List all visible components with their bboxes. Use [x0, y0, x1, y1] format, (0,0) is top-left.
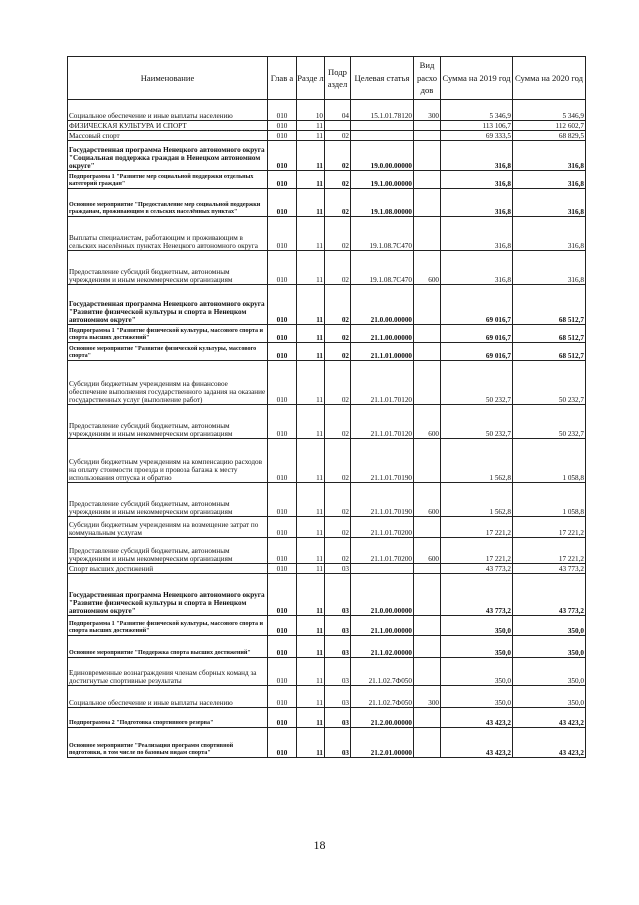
row-sum-2020: 43 773,2 [513, 564, 586, 574]
row-glava: 010 [268, 121, 297, 131]
row-podrazdel: 02 [325, 285, 351, 325]
row-name: Государственная программа Ненецкого автономного округа "Социальная поддержка граждан в Ненецком автономном округе" [68, 141, 268, 171]
row-vid: 300 [414, 100, 441, 121]
row-target: 21.1.01.70120 [351, 361, 414, 405]
row-sum-2019: 350,0 [441, 686, 513, 708]
row-razdel: 11 [297, 517, 325, 538]
row-podrazdel: 02 [325, 538, 351, 564]
row-sum-2020: 5 346,9 [513, 100, 586, 121]
header-target: Целевая статья [351, 57, 414, 100]
row-vid [414, 131, 441, 141]
row-glava: 010 [268, 658, 297, 686]
row-podrazdel: 02 [325, 189, 351, 217]
table-row [68, 189, 586, 217]
row-sum-2019: 350,0 [441, 616, 513, 636]
row-razdel: 11 [297, 131, 325, 141]
row-glava: 010 [268, 686, 297, 708]
row-sum-2020: 350,0 [513, 636, 586, 658]
row-sum-2019: 316,8 [441, 251, 513, 285]
row-name: Предоставление субсидий бюджетным, автономным учреждениям и иным некоммерческим организациям [68, 251, 268, 285]
table-row [68, 636, 586, 658]
row-glava: 010 [268, 708, 297, 728]
row-podrazdel: 03 [325, 658, 351, 686]
row-sum-2020: 17 221,2 [513, 538, 586, 564]
row-podrazdel: 02 [325, 361, 351, 405]
row-name: Государственная программа Ненецкого автономного округа "Развитие физической культуры и спорта в Ненецком автономном округе" [68, 285, 268, 325]
row-name: ФИЗИЧЕСКАЯ КУЛЬТУРА И СПОРТ [68, 121, 268, 131]
row-podrazdel: 03 [325, 574, 351, 616]
row-name: Выплаты специалистам, работающим и проживающим в сельских населённых пунктах Ненецкого автономного округа [68, 217, 268, 251]
row-target [351, 131, 414, 141]
row-glava: 010 [268, 100, 297, 121]
row-razdel: 11 [297, 141, 325, 171]
row-sum-2019: 69 016,7 [441, 325, 513, 343]
row-vid [414, 121, 441, 131]
row-target: 21.1.01.70200 [351, 517, 414, 538]
row-glava: 010 [268, 538, 297, 564]
row-glava: 010 [268, 251, 297, 285]
row-razdel: 11 [297, 728, 325, 758]
row-sum-2020: 350,0 [513, 658, 586, 686]
table-body [68, 100, 586, 758]
row-podrazdel: 02 [325, 517, 351, 538]
header-sum-2019: Сумма на 2019 год [441, 57, 513, 100]
table-row [68, 131, 586, 141]
row-name: Субсидии бюджетным учреждениям на компенсацию расходов на оплату стоимости проезда и провоза багажа к месту использования отпуска и обратно [68, 439, 268, 483]
row-target: 21.0.00.00000 [351, 285, 414, 325]
row-razdel: 11 [297, 121, 325, 131]
row-target: 21.1.01.70190 [351, 483, 414, 517]
row-name: Государственная программа Ненецкого автономного округа "Развитие физической культуры и спорта в Ненецком автономном округе" [68, 574, 268, 616]
row-glava: 010 [268, 405, 297, 439]
row-sum-2019: 350,0 [441, 658, 513, 686]
row-target: 21.1.01.00000 [351, 343, 414, 361]
table-row [68, 658, 586, 686]
row-sum-2019: 5 346,9 [441, 100, 513, 121]
row-razdel: 11 [297, 361, 325, 405]
row-glava: 010 [268, 171, 297, 189]
row-vid [414, 574, 441, 616]
row-target: 21.1.00.00000 [351, 325, 414, 343]
row-podrazdel [325, 121, 351, 131]
row-sum-2019: 113 106,7 [441, 121, 513, 131]
row-glava: 010 [268, 517, 297, 538]
row-podrazdel: 02 [325, 343, 351, 361]
row-razdel: 11 [297, 564, 325, 574]
row-sum-2019: 43 423,2 [441, 708, 513, 728]
row-sum-2019: 43 773,2 [441, 574, 513, 616]
header-podrazdel: Подр аздел [325, 57, 351, 100]
row-razdel: 11 [297, 616, 325, 636]
row-name: Субсидии бюджетным учреждениям на возмещение затрат по коммунальным услугам [68, 517, 268, 538]
row-glava: 010 [268, 439, 297, 483]
row-sum-2020: 350,0 [513, 686, 586, 708]
row-glava: 010 [268, 574, 297, 616]
row-vid [414, 728, 441, 758]
row-glava: 010 [268, 325, 297, 343]
row-sum-2020: 350,0 [513, 616, 586, 636]
row-sum-2019: 50 232,7 [441, 361, 513, 405]
row-name: Основное мероприятие "Реализация программ спортивной подготовки, в том числе по базовым видам спорта" [68, 728, 268, 758]
row-sum-2019: 316,8 [441, 171, 513, 189]
row-name: Подпрограмма 1 "Развитие физической культуры, массового спорта и спорта высших достижений" [68, 616, 268, 636]
row-podrazdel: 02 [325, 171, 351, 189]
table-row [68, 616, 586, 636]
row-name: Подпрограмма 2 "Подготовка спортивного резерва" [68, 708, 268, 728]
row-sum-2020: 316,8 [513, 189, 586, 217]
row-sum-2019: 50 232,7 [441, 405, 513, 439]
header-razdel: Разде л [297, 57, 325, 100]
row-sum-2019: 316,8 [441, 217, 513, 251]
row-razdel: 11 [297, 636, 325, 658]
row-name: Социальное обеспечение и иные выплаты населению [68, 686, 268, 708]
row-target: 19.1.08.7С470 [351, 251, 414, 285]
row-vid: 600 [414, 251, 441, 285]
row-razdel: 11 [297, 217, 325, 251]
row-name: Подпрограмма 1 "Развитие мер социальной поддержки отдельных категорий граждан" [68, 171, 268, 189]
row-name: Спорт высших достижений [68, 564, 268, 574]
row-sum-2019: 43 423,2 [441, 728, 513, 758]
row-glava: 010 [268, 728, 297, 758]
row-target: 19.1.08.7С470 [351, 217, 414, 251]
budget-table [67, 56, 586, 758]
row-vid [414, 517, 441, 538]
row-podrazdel: 02 [325, 141, 351, 171]
row-razdel: 11 [297, 285, 325, 325]
row-name: Единовременные вознаграждения членам сборных команд за достигнутые спортивные результаты [68, 658, 268, 686]
row-sum-2019: 316,8 [441, 141, 513, 171]
row-razdel: 11 [297, 708, 325, 728]
row-glava: 010 [268, 343, 297, 361]
row-glava: 010 [268, 636, 297, 658]
row-name: Подпрограмма 1 "Развитие физической культуры, массового спорта и спорта высших достижений" [68, 325, 268, 343]
table-row [68, 728, 586, 758]
row-sum-2020: 68 829,5 [513, 131, 586, 141]
row-glava: 010 [268, 141, 297, 171]
row-target: 19.1.08.00000 [351, 189, 414, 217]
row-sum-2020: 1 058,8 [513, 483, 586, 517]
table-row [68, 217, 586, 251]
table-row [68, 574, 586, 616]
row-razdel: 11 [297, 251, 325, 285]
row-vid [414, 361, 441, 405]
row-glava: 010 [268, 217, 297, 251]
row-sum-2019: 69 016,7 [441, 285, 513, 325]
row-sum-2020: 316,8 [513, 141, 586, 171]
table-row [68, 251, 586, 285]
row-sum-2019: 350,0 [441, 636, 513, 658]
row-podrazdel: 02 [325, 405, 351, 439]
row-name: Основное мероприятие "Предоставление мер социальной поддержки гражданам, проживающим в сельских населённых пунктах" [68, 189, 268, 217]
header-name: Наименование [68, 57, 268, 100]
row-name: Предоставление субсидий бюджетным, автономным учреждениям и иным некоммерческим организациям [68, 405, 268, 439]
table-row [68, 439, 586, 483]
row-target: 21.2.00.00000 [351, 708, 414, 728]
row-sum-2020: 316,8 [513, 171, 586, 189]
row-sum-2020: 50 232,7 [513, 405, 586, 439]
table-row [68, 285, 586, 325]
table-row [68, 361, 586, 405]
row-razdel: 11 [297, 538, 325, 564]
row-sum-2019: 1 562,8 [441, 439, 513, 483]
row-podrazdel: 02 [325, 131, 351, 141]
row-sum-2019: 1 562,8 [441, 483, 513, 517]
row-podrazdel: 02 [325, 217, 351, 251]
row-target [351, 121, 414, 131]
row-name: Основное мероприятие "Поддержка спорта высших достижений" [68, 636, 268, 658]
row-glava: 010 [268, 616, 297, 636]
row-vid: 600 [414, 538, 441, 564]
row-name: Массовый спорт [68, 131, 268, 141]
table-row [68, 405, 586, 439]
row-sum-2020: 68 512,7 [513, 325, 586, 343]
row-razdel: 11 [297, 343, 325, 361]
table-row [68, 325, 586, 343]
table-row [68, 564, 586, 574]
table-row [68, 121, 586, 131]
row-podrazdel: 02 [325, 325, 351, 343]
row-razdel: 11 [297, 325, 325, 343]
row-sum-2020: 43 423,2 [513, 728, 586, 758]
row-target: 19.1.00.00000 [351, 171, 414, 189]
row-name: Предоставление субсидий бюджетным, автономным учреждениям и иным некоммерческим организациям [68, 538, 268, 564]
row-podrazdel: 03 [325, 686, 351, 708]
row-podrazdel: 03 [325, 636, 351, 658]
table-row [68, 343, 586, 361]
row-sum-2019: 43 773,2 [441, 564, 513, 574]
row-target: 21.1.01.70200 [351, 538, 414, 564]
row-sum-2020: 43 423,2 [513, 708, 586, 728]
row-glava: 010 [268, 361, 297, 405]
row-razdel: 11 [297, 574, 325, 616]
row-target: 21.1.02.00000 [351, 636, 414, 658]
header-vid: Вид расхо дов [414, 57, 441, 100]
row-vid [414, 708, 441, 728]
row-vid [414, 564, 441, 574]
row-sum-2019: 69 333,5 [441, 131, 513, 141]
row-razdel: 11 [297, 405, 325, 439]
table-row [68, 538, 586, 564]
row-name: Социальное обеспечение и иные выплаты населению [68, 100, 268, 121]
row-podrazdel: 02 [325, 251, 351, 285]
header-glava: Глав а [268, 57, 297, 100]
row-glava: 010 [268, 285, 297, 325]
row-target: 21.2.01.00000 [351, 728, 414, 758]
table-row [68, 483, 586, 517]
page-number: 18 [313, 838, 326, 852]
row-sum-2019: 316,8 [441, 189, 513, 217]
row-podrazdel: 03 [325, 708, 351, 728]
header-sum-2020: Сумма на 2020 год [513, 57, 586, 100]
row-podrazdel: 04 [325, 100, 351, 121]
row-target [351, 564, 414, 574]
row-vid: 600 [414, 483, 441, 517]
row-target: 21.1.02.7Ф050 [351, 658, 414, 686]
row-podrazdel: 03 [325, 728, 351, 758]
row-target: 19.0.00.00000 [351, 141, 414, 171]
row-target: 21.0.00.00000 [351, 574, 414, 616]
row-target: 15.1.01.78120 [351, 100, 414, 121]
row-sum-2020: 316,8 [513, 217, 586, 251]
table-row [68, 100, 586, 121]
row-podrazdel: 02 [325, 439, 351, 483]
row-sum-2019: 17 221,2 [441, 517, 513, 538]
row-name: Предоставление субсидий бюджетным, автономным учреждениям и иным некоммерческим организациям [68, 483, 268, 517]
row-razdel: 10 [297, 100, 325, 121]
row-razdel: 11 [297, 171, 325, 189]
table-row [68, 171, 586, 189]
row-vid [414, 141, 441, 171]
row-vid [414, 439, 441, 483]
row-podrazdel: 02 [325, 483, 351, 517]
row-vid: 600 [414, 405, 441, 439]
row-target: 21.1.02.7Ф050 [351, 686, 414, 708]
row-name: Субсидии бюджетным учреждениям на финансовое обеспечение выполнения государственного задания на оказание государственных услуг (выполнение работ) [68, 361, 268, 405]
row-vid [414, 285, 441, 325]
row-sum-2020: 50 232,7 [513, 361, 586, 405]
row-razdel: 11 [297, 686, 325, 708]
row-sum-2020: 68 512,7 [513, 343, 586, 361]
row-sum-2020: 112 602,7 [513, 121, 586, 131]
row-vid [414, 325, 441, 343]
row-sum-2020: 17 221,2 [513, 517, 586, 538]
table-row [68, 141, 586, 171]
row-sum-2019: 69 016,7 [441, 343, 513, 361]
row-razdel: 11 [297, 439, 325, 483]
table-row [68, 686, 586, 708]
row-vid [414, 171, 441, 189]
row-vid [414, 658, 441, 686]
row-glava: 010 [268, 483, 297, 517]
row-vid: 300 [414, 686, 441, 708]
row-sum-2019: 17 221,2 [441, 538, 513, 564]
row-sum-2020: 1 058,8 [513, 439, 586, 483]
row-podrazdel: 03 [325, 616, 351, 636]
row-razdel: 11 [297, 483, 325, 517]
table-row [68, 517, 586, 538]
row-razdel: 11 [297, 189, 325, 217]
row-target: 21.1.01.70120 [351, 405, 414, 439]
row-target: 21.1.01.70190 [351, 439, 414, 483]
row-sum-2020: 43 773,2 [513, 574, 586, 616]
row-glava: 010 [268, 564, 297, 574]
row-razdel: 11 [297, 658, 325, 686]
row-vid [414, 189, 441, 217]
row-sum-2020: 316,8 [513, 251, 586, 285]
row-glava: 010 [268, 189, 297, 217]
row-vid [414, 636, 441, 658]
row-vid [414, 217, 441, 251]
row-glava: 010 [268, 131, 297, 141]
row-vid [414, 343, 441, 361]
row-vid [414, 616, 441, 636]
row-name: Основное мероприятие "Развитие физической культуры, массового спорта" [68, 343, 268, 361]
row-sum-2020: 68 512,7 [513, 285, 586, 325]
table-header-row [68, 57, 586, 100]
row-target: 21.1.00.00000 [351, 616, 414, 636]
table-row [68, 708, 586, 728]
row-podrazdel: 03 [325, 564, 351, 574]
